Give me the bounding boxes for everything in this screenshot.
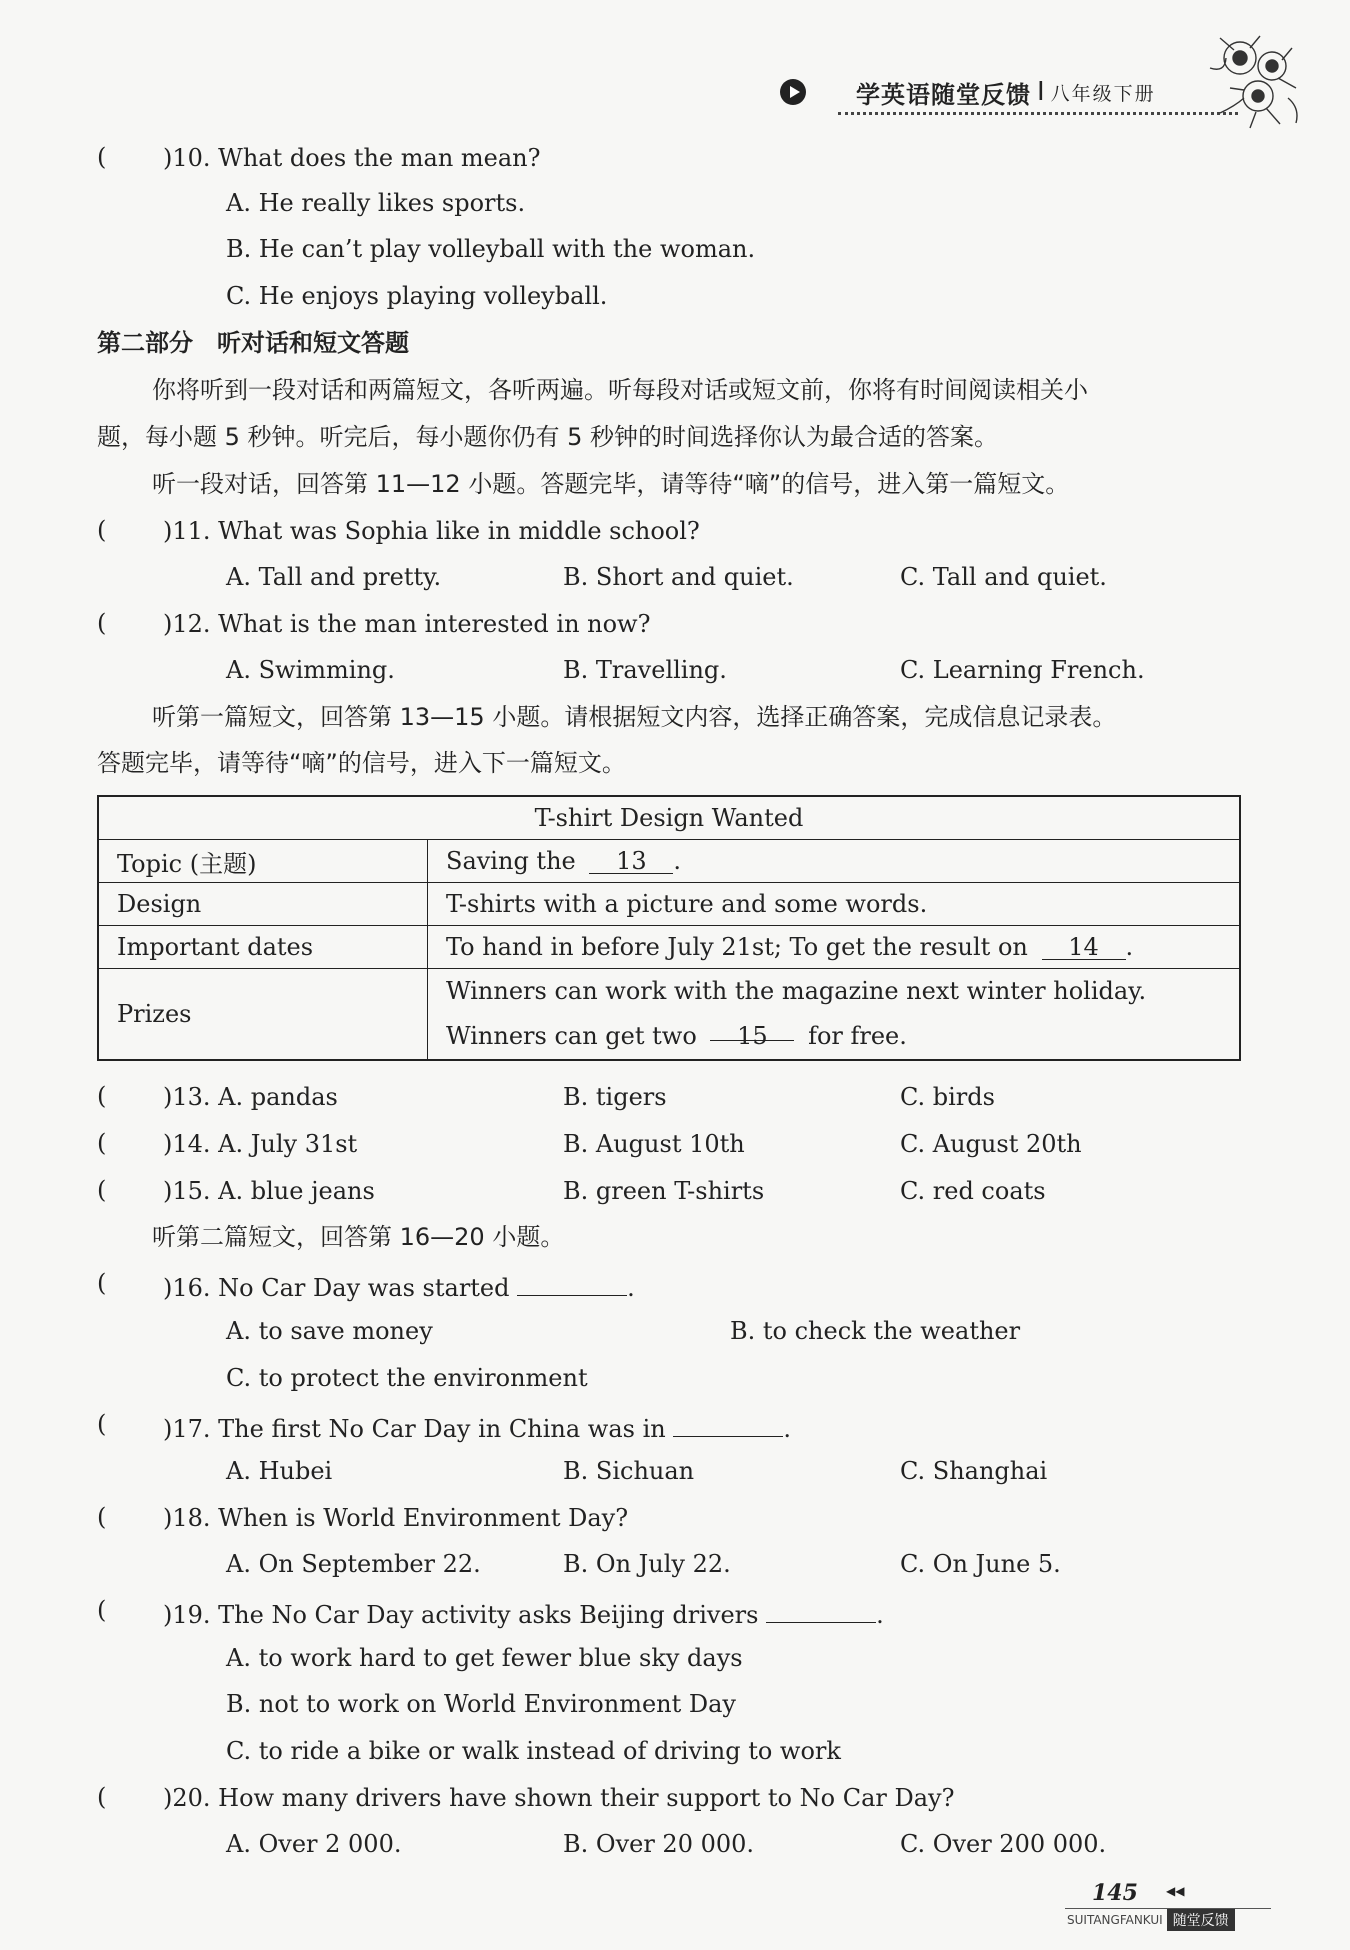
part-two-intro-1: 你将听到一段对话和两篇短文，各听两遍。听每段对话或短文前，你将有时间阅读相关小	[152, 376, 1088, 404]
row-value: T-shirts with a picture and some words.	[428, 883, 1241, 926]
answer-blank	[517, 1269, 627, 1296]
cell-text: for free.	[808, 1022, 907, 1050]
row-label: Prizes	[98, 969, 428, 1061]
q12-option-c: C. Learning French.	[900, 656, 1145, 684]
question-14-stem: )14. A. July 31st	[163, 1130, 358, 1158]
answer-paren[interactable]: (	[97, 609, 107, 637]
q17-option-c: C. Shanghai	[900, 1457, 1048, 1485]
answer-paren[interactable]: (	[97, 1082, 107, 1110]
book-title: 学英语随堂反馈	[856, 80, 1031, 109]
table-row	[98, 926, 1240, 969]
question-18-stem: )18. When is World Environment Day?	[163, 1504, 629, 1532]
q17-option-b: B. Sichuan	[563, 1457, 695, 1485]
row-label: Design	[98, 883, 428, 926]
question-12-stem: )12. What is the man interested in now?	[163, 610, 651, 638]
q14-option-c: C. August 20th	[900, 1130, 1082, 1158]
double-arrow-icon: ◀◀	[1166, 1884, 1185, 1898]
question-11-stem: )11. What was Sophia like in middle school?	[163, 517, 700, 545]
answer-paren[interactable]: (	[97, 1783, 107, 1811]
footer-brand	[1065, 1908, 1271, 1931]
q17-option-a: A. Hubei	[226, 1457, 333, 1485]
q19-option-a: A. to work hard to get fewer blue sky days	[226, 1644, 743, 1672]
passage-one-instruction-1: 听第一篇短文，回答第 13—15 小题。请根据短文内容，选择正确答案，完成信息记录表。	[152, 703, 1117, 731]
row-value	[428, 840, 1241, 883]
question-17-stem	[163, 1410, 791, 1444]
q13-option-c: C. birds	[900, 1083, 995, 1111]
header-separator: I	[1037, 77, 1045, 107]
cell-text: To hand in before July 21st; To get the result on	[446, 933, 1028, 961]
stem-end: .	[627, 1274, 635, 1302]
stem-text: )17. The first No Car Day in China was in	[163, 1415, 666, 1443]
answer-paren[interactable]: (	[97, 516, 107, 544]
stem-end: .	[876, 1601, 884, 1629]
q20-option-a: A. Over 2 000.	[226, 1830, 402, 1858]
question-15-stem: )15. A. blue jeans	[163, 1177, 375, 1205]
q11-option-a: A. Tall and pretty.	[226, 563, 442, 591]
row-label: Important dates	[98, 926, 428, 969]
q19-option-c: C. to ride a bike or walk instead of driving to work	[226, 1737, 841, 1765]
brand-pinyin: SUITANGFANKUI	[1067, 1913, 1163, 1927]
play-icon	[780, 79, 806, 105]
grade-label: 八年级下册	[1050, 82, 1156, 105]
q10-option-c: C. He enjoys playing volleyball.	[226, 282, 608, 310]
page-header	[780, 72, 1156, 112]
row-value	[428, 926, 1241, 969]
cell-text: .	[673, 847, 682, 875]
answer-paren[interactable]: (	[97, 1129, 107, 1157]
table-row	[98, 969, 1240, 1061]
q18-option-a: A. On September 22.	[226, 1550, 481, 1578]
question-19-stem	[163, 1596, 884, 1630]
answer-paren[interactable]: (	[97, 1596, 107, 1624]
stem-end: .	[783, 1415, 791, 1443]
blank-13: 13	[589, 847, 673, 874]
q16-option-c: C. to protect the environment	[226, 1364, 588, 1392]
q15-option-b: B. green T-shirts	[563, 1177, 765, 1205]
table-row	[98, 883, 1240, 926]
brand-label: 随堂反馈	[1167, 1909, 1235, 1931]
row-label: Topic (主题)	[98, 840, 428, 883]
question-20-stem: )20. How many drivers have shown their support to No Car Day?	[163, 1784, 955, 1812]
q16-option-b: B. to check the weather	[730, 1317, 1021, 1345]
cell-text: Winners can work with the magazine next winter holiday.	[446, 977, 1147, 1005]
part-two-heading: 第二部分 听对话和短文答题	[97, 329, 409, 357]
info-record-table	[97, 795, 1241, 1061]
q12-option-a: A. Swimming.	[226, 656, 395, 684]
cell-text: Saving the	[446, 847, 576, 875]
table-row	[98, 840, 1240, 883]
question-16-stem	[163, 1269, 635, 1303]
q18-option-c: C. On June 5.	[900, 1550, 1061, 1578]
table-title: T-shirt Design Wanted	[98, 796, 1240, 840]
question-10-stem: )10. What does the man mean?	[163, 144, 541, 172]
part-two-intro-2: 题，每小题 5 秒钟。听完后，每小题你仍有 5 秒钟的时间选择你认为最合适的答案。	[97, 423, 999, 451]
flower-decoration-icon	[1200, 28, 1310, 148]
q10-option-a: A. He really likes sports.	[226, 189, 526, 217]
q11-option-b: B. Short and quiet.	[563, 563, 794, 591]
q19-option-b: B. not to work on World Environment Day	[226, 1690, 736, 1718]
dialog-instruction: 听一段对话，回答第 11—12 小题。答题完毕，请等待“嘀”的信号，进入第一篇短文。	[152, 470, 1070, 498]
q16-option-a: A. to save money	[226, 1317, 433, 1345]
passage-one-instruction-2: 答题完毕，请等待“嘀”的信号，进入下一篇短文。	[97, 749, 626, 777]
question-13-stem: )13. A. pandas	[163, 1083, 338, 1111]
row-value	[428, 969, 1241, 1061]
blank-14: 14	[1042, 933, 1126, 960]
q12-option-b: B. Travelling.	[563, 656, 727, 684]
answer-paren[interactable]: (	[97, 143, 107, 171]
q15-option-c: C. red coats	[900, 1177, 1046, 1205]
answer-paren[interactable]: (	[97, 1176, 107, 1204]
answer-paren[interactable]: (	[97, 1269, 107, 1297]
q11-option-c: C. Tall and quiet.	[900, 563, 1107, 591]
q20-option-b: B. Over 20 000.	[563, 1830, 755, 1858]
cell-text: .	[1125, 933, 1134, 961]
q20-option-c: C. Over 200 000.	[900, 1830, 1107, 1858]
answer-paren[interactable]: (	[97, 1410, 107, 1438]
header-dotted-rule	[838, 112, 1238, 115]
blank-15: 15	[710, 1014, 794, 1041]
answer-blank	[673, 1410, 783, 1437]
passage-two-instruction: 听第二篇短文，回答第 16—20 小题。	[152, 1223, 565, 1251]
stem-text: )19. The No Car Day activity asks Beijing drivers	[163, 1601, 759, 1629]
stem-text: )16. No Car Day was started	[163, 1274, 510, 1302]
q10-option-b: B. He can’t play volleyball with the woman.	[226, 235, 756, 263]
q14-option-b: B. August 10th	[563, 1130, 745, 1158]
q13-option-b: B. tigers	[563, 1083, 667, 1111]
page-number: 145	[1092, 1880, 1138, 1906]
answer-paren[interactable]: (	[97, 1503, 107, 1531]
cell-text: Winners can get two	[446, 1022, 697, 1050]
q18-option-b: B. On July 22.	[563, 1550, 731, 1578]
answer-blank	[766, 1596, 876, 1623]
